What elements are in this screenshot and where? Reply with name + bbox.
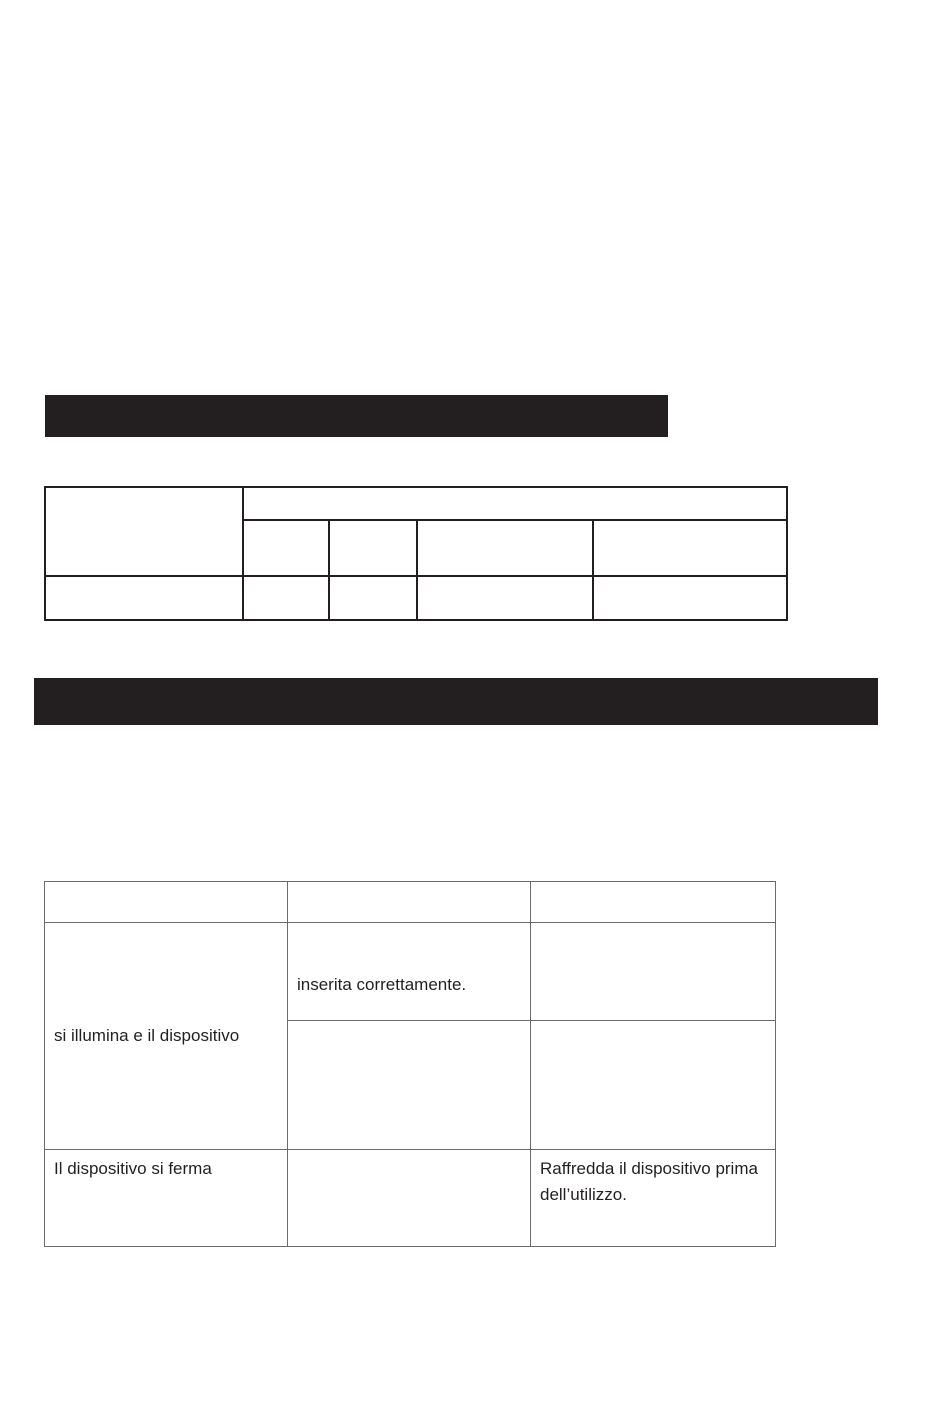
problem-text: si illumina e il dispositivo <box>54 1026 240 1045</box>
spec-cell <box>593 576 787 620</box>
troubleshooting-cause-cell <box>288 1150 531 1247</box>
cause-text: inserita correttamente. <box>297 974 467 994</box>
spec-subheader <box>417 520 593 576</box>
spec-cell <box>329 576 417 620</box>
troubleshooting-header-solution <box>531 882 776 923</box>
troubleshooting-problem-cell <box>45 1150 288 1247</box>
troubleshooting-header-problem <box>45 882 288 923</box>
troubleshooting-solution-cell <box>531 923 776 1021</box>
problem-text: Il dispositivo si ferma <box>54 1159 212 1178</box>
spec-cell <box>243 576 329 620</box>
spec-header-label <box>45 487 243 576</box>
troubleshooting-table <box>44 881 776 1247</box>
spec-cell <box>45 576 243 620</box>
specifications-table <box>44 486 788 621</box>
troubleshooting-problem-cell <box>45 923 288 1150</box>
spec-subheader <box>329 520 417 576</box>
spec-subheader <box>593 520 787 576</box>
section-heading-bar <box>45 395 668 437</box>
section-heading-bar <box>34 678 878 725</box>
troubleshooting-header-cause <box>288 882 531 923</box>
troubleshooting-cause-cell <box>288 923 531 1021</box>
troubleshooting-solution-cell <box>531 1150 776 1247</box>
spec-cell <box>417 576 593 620</box>
troubleshooting-solution-cell <box>531 1021 776 1150</box>
troubleshooting-cause-cell <box>288 1021 531 1150</box>
spec-header-group <box>243 487 787 520</box>
spec-subheader <box>243 520 329 576</box>
solution-text: Raffredda il dispositivo prima dell’utilizzo. <box>540 1159 758 1204</box>
